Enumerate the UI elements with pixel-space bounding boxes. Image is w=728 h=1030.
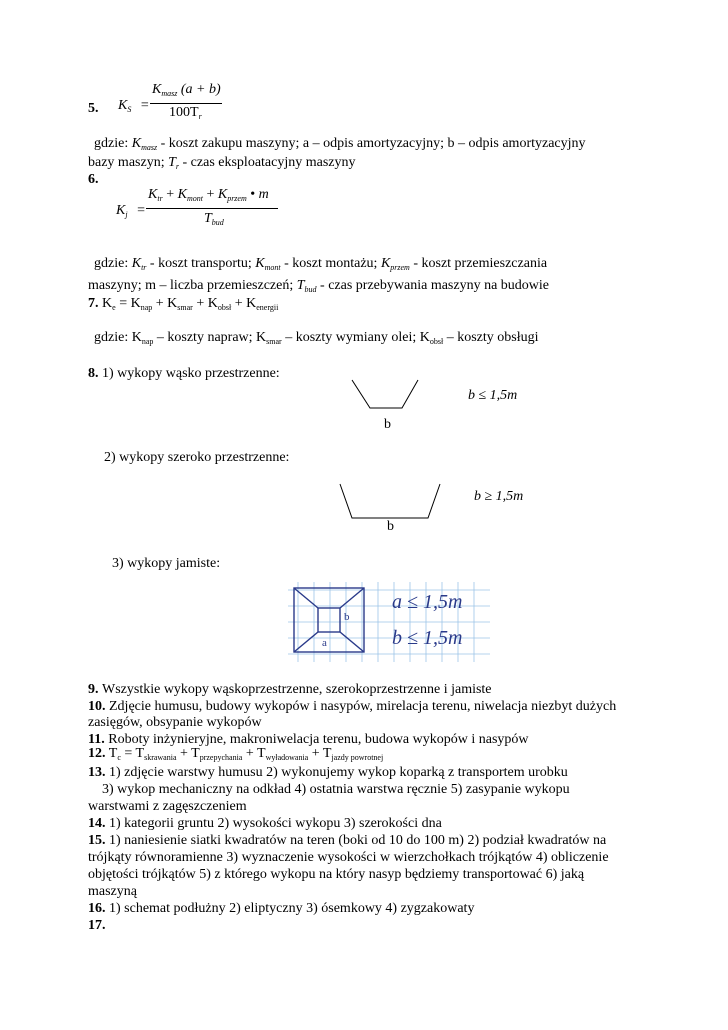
k-sub: przem bbox=[390, 263, 410, 272]
trench-type-3-label: 3) wykopy jamiste: bbox=[112, 556, 221, 571]
gdzie-7-term: – koszty napraw; K bbox=[153, 330, 267, 345]
plus-sign: + bbox=[206, 187, 215, 202]
formula-12-term: + T bbox=[176, 746, 200, 761]
k-sub: masz bbox=[161, 89, 178, 98]
item-line bbox=[88, 884, 137, 900]
formula-6-numerator bbox=[148, 187, 269, 203]
item-number: 13. bbox=[88, 765, 109, 780]
ks-sub: S bbox=[127, 105, 132, 114]
k-sub: mont bbox=[264, 263, 281, 272]
definition-text: - czas przebywania maszyny na budowie bbox=[320, 278, 550, 293]
item-text: warstwami z zagęszczeniem bbox=[88, 799, 247, 814]
item-text: 1) zdjęcie warstwy humusu 2) wykonujemy wykop koparką z transportem urobku bbox=[109, 765, 568, 780]
k-sub: masz bbox=[141, 143, 158, 152]
narrow-trench-b-label: b bbox=[384, 417, 391, 432]
k-symbol: K bbox=[131, 256, 142, 271]
formula-5-denominator bbox=[169, 105, 202, 121]
sketch-formula-a: a ≤ 1,5m bbox=[392, 591, 463, 613]
item-8-line-1 bbox=[88, 366, 280, 382]
item-6-line-2 bbox=[88, 278, 549, 295]
item-text: Wszystkie wykopy wąskoprzestrzenne, szerokoprzestrzenne i jamiste bbox=[102, 682, 492, 697]
multiply-dot: • bbox=[250, 187, 256, 202]
item-text: 3) wykop mechaniczny na odkład 4) ostatnia warstwa ręcznie 5) zasypanie wykopu bbox=[88, 782, 570, 797]
k-symbol: K bbox=[217, 187, 228, 202]
gdzie-7-term: – koszty wymiany olei; K bbox=[281, 330, 430, 345]
gdzie-7-subscript: obsł bbox=[429, 337, 444, 346]
item-line bbox=[88, 765, 568, 781]
formula-12-term: T bbox=[105, 746, 118, 761]
item-number: 15. bbox=[88, 833, 109, 848]
item-number: 9. bbox=[88, 682, 102, 697]
item-number: 14. bbox=[88, 816, 109, 831]
t-symbol: T bbox=[168, 155, 176, 170]
k-symbol: K bbox=[380, 256, 391, 271]
kj-sub: j bbox=[125, 210, 128, 219]
equals-sign: = bbox=[137, 203, 145, 218]
item-6-gdzie-line bbox=[94, 256, 547, 273]
sketch-a-label: a bbox=[322, 637, 327, 649]
formula-12-term: + T bbox=[242, 746, 266, 761]
t-sub: bud bbox=[211, 218, 224, 227]
gdzie-label: gdzie: bbox=[94, 136, 129, 151]
narrow-trench-icon bbox=[350, 378, 430, 412]
definition-text: - czas eksploatacyjny maszyny bbox=[182, 155, 356, 170]
k-sub: przem bbox=[227, 194, 247, 203]
wide-trench-formula: b ≥ 1,5m bbox=[474, 489, 524, 504]
item-number: 10. bbox=[88, 698, 109, 714]
item-text: trójkąty równoramienne 3) wyznaczenie wysokości w wierzchołkach trójkątów 4) obliczenie bbox=[88, 850, 609, 865]
gdzie-7-term: gdzie: K bbox=[94, 330, 142, 345]
t-symbol: T bbox=[296, 278, 305, 293]
t-sub: r bbox=[175, 162, 180, 171]
formula-5-lhs bbox=[118, 98, 149, 114]
formula-7 bbox=[99, 296, 279, 311]
formula-12-subscript: c bbox=[117, 753, 121, 762]
formula-12 bbox=[106, 746, 384, 761]
item-line bbox=[88, 816, 442, 832]
formula-7-subscript: obsł bbox=[217, 303, 232, 312]
t-symbol: T bbox=[204, 211, 212, 226]
denominator-sub: r bbox=[198, 112, 202, 121]
sketch-b-label: b bbox=[344, 611, 350, 623]
item-number: 16. bbox=[88, 901, 109, 916]
item-5-number: 5. bbox=[88, 101, 99, 116]
definition-text: - koszt przemieszczania bbox=[413, 256, 548, 271]
plus-sign: + bbox=[166, 187, 175, 202]
fraction-line-5 bbox=[150, 103, 222, 104]
item-text: 1) kategorii gruntu 2) wysokości wykopu 3) szerokości dna bbox=[109, 816, 442, 831]
item-line bbox=[88, 867, 584, 883]
k-symbol: K bbox=[148, 187, 158, 202]
formula-7-term: + K bbox=[192, 296, 218, 311]
formula-6-denominator bbox=[204, 211, 224, 227]
formula-5-numerator bbox=[152, 82, 221, 98]
k-sub: tr bbox=[141, 263, 147, 272]
m-symbol: m bbox=[258, 187, 269, 202]
item-7-gdzie-line bbox=[94, 330, 539, 347]
k-symbol: K bbox=[177, 187, 187, 202]
formula-7-term: + K bbox=[152, 296, 178, 311]
item-line bbox=[88, 682, 492, 698]
formula-12-term: + T bbox=[308, 746, 332, 761]
ks-symbol: K bbox=[118, 98, 128, 113]
narrow-trench-formula: b ≤ 1,5m bbox=[468, 388, 518, 403]
t-sub: bud bbox=[304, 285, 317, 294]
gdzie-7-term: – koszty obsługi bbox=[443, 330, 539, 345]
formula-12-subscript: wyładowania bbox=[265, 753, 309, 762]
formula-12-subscript: skrawania bbox=[144, 753, 177, 762]
formula-7-subscript: nap bbox=[140, 303, 153, 312]
formula-6-lhs bbox=[116, 203, 145, 219]
item-line bbox=[88, 833, 606, 849]
k-symbol: K bbox=[255, 256, 265, 271]
trench-type-2-label: 2) wykopy szeroko przestrzenne: bbox=[104, 450, 290, 465]
item-text: zasięgów, obsypanie wykopów bbox=[88, 715, 262, 730]
item-line bbox=[88, 850, 609, 866]
definition-text: bazy maszyn; bbox=[88, 155, 165, 170]
definition-text: - koszt zakupu maszyny; a – odpis amortyzacyjny; b – odpis amortyzacyjny bbox=[160, 136, 586, 151]
item-number: 11. bbox=[88, 731, 109, 747]
a-plus-b: (a + b) bbox=[180, 82, 221, 97]
item-line bbox=[88, 799, 247, 815]
item-line bbox=[88, 699, 616, 715]
item-5-gdzie-line bbox=[94, 136, 586, 153]
gdzie-7-subscript: smar bbox=[266, 337, 282, 346]
item-6-number: 6. bbox=[88, 172, 99, 187]
item-line bbox=[88, 918, 106, 934]
item-7-line bbox=[88, 296, 278, 313]
k-sub: tr bbox=[157, 194, 163, 203]
k-symbol: K bbox=[131, 136, 142, 151]
item-text: Roboty inżynieryjne, makroniwelacja terenu, budowa wykopów i nasypów bbox=[108, 731, 529, 747]
denominator-text: 100T bbox=[169, 105, 199, 120]
definition-text: - koszt transportu; bbox=[149, 256, 252, 271]
k-symbol: K bbox=[152, 82, 162, 97]
wide-trench-b-label: b bbox=[387, 519, 394, 534]
sketch-formula-b: b ≤ 1,5m bbox=[392, 627, 463, 649]
item-12-number: 12. bbox=[88, 746, 106, 761]
formula-12-subscript: przepychania bbox=[199, 753, 243, 762]
definition-text: - koszt montażu; bbox=[284, 256, 378, 271]
gdzie-7-subscript: nap bbox=[141, 337, 154, 346]
item-line bbox=[88, 901, 474, 917]
formula-12-subscript: jazdy powrotnej bbox=[331, 753, 384, 762]
item-text: maszyną bbox=[88, 884, 137, 899]
formula-7-subscript: e bbox=[112, 303, 116, 312]
gdzie-label: gdzie: bbox=[94, 256, 129, 271]
item-8-number: 8. bbox=[88, 366, 99, 381]
trench-type-1-label: 1) wykopy wąsko przestrzenne: bbox=[102, 366, 280, 381]
formula-7-term: = K bbox=[115, 296, 141, 311]
formula-7-subscript: smar bbox=[177, 303, 193, 312]
formula-12-term: = T bbox=[120, 746, 145, 761]
item-text: objętości trójkątów 5) z którego wykopu na który nasyp będziemy transportować 6) jaką bbox=[88, 867, 585, 882]
item-5-gdzie-line-2 bbox=[88, 155, 356, 172]
wide-trench-icon bbox=[336, 482, 446, 522]
kj-symbol: K bbox=[116, 203, 126, 218]
definition-text: maszyny; m – liczba przemieszczeń; bbox=[88, 278, 294, 293]
item-number: 17. bbox=[88, 918, 106, 933]
item-7-number: 7. bbox=[88, 296, 99, 311]
fraction-line-6 bbox=[146, 208, 278, 209]
item-line bbox=[88, 715, 262, 731]
equals-sign: = bbox=[140, 98, 149, 113]
item-text: Zdjęcie humusu, budowy wykopów i nasypów, mirelacja terenu, niwelacja niezbyt dużych bbox=[109, 698, 617, 714]
formula-7-subscript: energii bbox=[256, 303, 279, 312]
k-sub: mont bbox=[186, 194, 203, 203]
item-text: 1) naniesienie siatki kwadratów na teren (boki od 10 do 100 m) 2) podział kwadratów na bbox=[109, 833, 607, 848]
pit-trench-sketch bbox=[288, 582, 490, 662]
formula-7-term: + K bbox=[231, 296, 257, 311]
item-12-line bbox=[88, 746, 383, 763]
formula-7-term: K bbox=[98, 296, 113, 311]
item-line bbox=[88, 782, 570, 798]
item-text: 1) schemat podłużny 2) eliptyczny 3) ósemkowy 4) zygzakowaty bbox=[109, 901, 475, 916]
